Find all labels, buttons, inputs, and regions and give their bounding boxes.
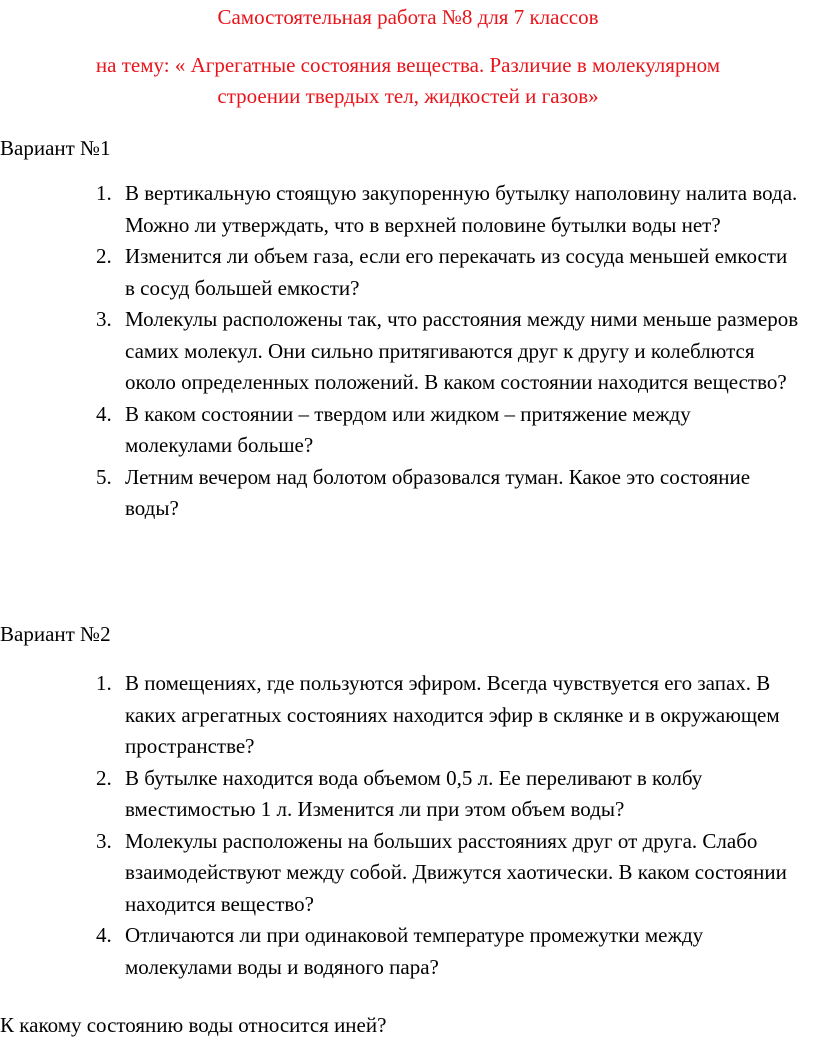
variant-2-question-4 xyxy=(0,920,816,983)
document-title xyxy=(0,2,816,33)
variant-2-question-1 xyxy=(0,668,816,763)
question-text: В помещениях, где пользуются эфиром. Всегда чувствуется его запах. В каких агрегатных состояниях находится эфир в склянке и в окружающем пространстве? xyxy=(125,671,780,758)
variant-2-question-2 xyxy=(0,763,816,826)
variant-2-question-3 xyxy=(0,826,816,921)
question-number: 2. xyxy=(96,765,112,790)
document-title-text: Самостоятельная работа №8 для 7 классов xyxy=(217,5,599,29)
question-number: 4. xyxy=(96,923,112,947)
question-text: В вертикальную стоящую закупоренную бутылку наполовину налита вода. Можно ли утверждать, что в верхней половине бутылки воды нет? xyxy=(125,181,798,237)
variant-1-question-4 xyxy=(0,399,816,462)
variant-1-question-2 xyxy=(0,241,816,304)
subtitle-line-2: строении твердых тел, жидкостей и газов» xyxy=(217,84,599,108)
question-text: Молекулы расположены на больших расстояниях друг от друга. Слабо взаимодействуют между собой. Движутся хаотически. В каком состоянии находится вещество? xyxy=(125,828,787,916)
question-text: В бутылке находится вода объемом 0,5 л. Ее переливают в колбу вместимостью 1 л. Изменится ли при этом объем воды? xyxy=(125,765,703,821)
question-number: 1. xyxy=(96,671,112,695)
question-text: Изменится ли объем газа, если его перекачать из сосуда меньшей емкости в сосуд большей емкости? xyxy=(125,244,788,300)
question-number: 1. xyxy=(96,181,112,205)
question-number: 5. xyxy=(96,464,112,489)
question-text: Отличаются ли при одинаковой температуре промежутки между молекулами воды и водяного пара? xyxy=(125,923,704,979)
variant-1-heading: Вариант №1 xyxy=(0,136,111,160)
variant-2-heading: Вариант №2 xyxy=(0,622,111,646)
question-text: В каком состоянии – твердом или жидком – притяжение между молекулами больше? xyxy=(125,401,691,457)
question-number: 4. xyxy=(96,401,112,426)
question-text: Летним вечером над болотом образовался туман. Какое это состояние воды? xyxy=(125,464,751,520)
question-number: 3. xyxy=(96,828,112,853)
document-subtitle xyxy=(0,50,816,112)
final-question: К какому состоянию воды относится иней? xyxy=(0,1013,387,1037)
subtitle-line-1: на тему: « Агрегатные состояния вещества. Различие в молекулярном xyxy=(95,53,721,77)
variant-1-question-5 xyxy=(0,462,816,525)
question-text: Молекулы расположены так, что расстояния между ними меньше размеров самих молекул. Они сильно притягиваются друг к другу и колеблются около определенных положений. В каком состоянии находится вещество? xyxy=(125,307,799,394)
variant-1-question-3 xyxy=(0,304,816,399)
variant-2-question-list xyxy=(0,668,816,983)
question-number: 3. xyxy=(96,307,112,331)
question-number: 2. xyxy=(96,244,112,268)
variant-1-question-1 xyxy=(0,178,816,241)
variant-1-question-list xyxy=(0,178,816,525)
